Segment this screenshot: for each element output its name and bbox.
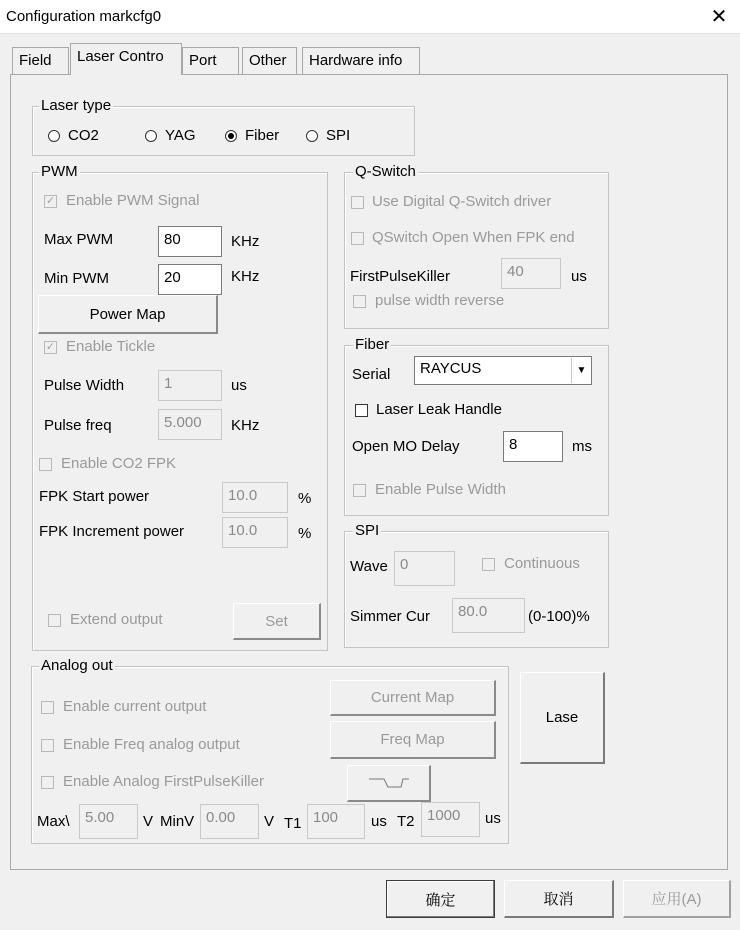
- simmer-cur-input[interactable]: 80.0: [452, 598, 525, 633]
- set-button[interactable]: Set: [233, 603, 321, 640]
- enable-freq-analog-checkbox[interactable]: [41, 739, 54, 752]
- radio-fiber[interactable]: [225, 130, 237, 142]
- pulse-width-label: Pulse Width: [44, 377, 125, 394]
- fpk-start-power-input[interactable]: 10.0: [222, 482, 288, 513]
- fpk-start-power-label: FPK Start power: [39, 488, 150, 505]
- pulse-freq-unit: KHz: [231, 417, 260, 434]
- serial-select-value: RAYCUS: [420, 360, 482, 377]
- pulse-freq-input[interactable]: 5.000: [158, 409, 222, 440]
- open-mo-delay-label: Open MO Delay: [352, 438, 460, 455]
- enable-current-output-checkbox[interactable]: [41, 701, 54, 714]
- fpk-start-power-unit: %: [298, 490, 312, 507]
- enable-current-output-label: Enable current output: [63, 698, 207, 715]
- enable-tickle-checkbox[interactable]: ✓: [45, 341, 56, 353]
- use-digital-qswitch-label: Use Digital Q-Switch driver: [372, 193, 552, 210]
- chevron-down-icon[interactable]: ▼: [571, 358, 591, 383]
- t1-unit: us: [371, 813, 387, 830]
- radio-fiber-label[interactable]: Fiber: [245, 127, 280, 144]
- freq-map-button[interactable]: Freq Map: [330, 721, 496, 759]
- t2-unit: us: [485, 810, 501, 827]
- pulse-width-reverse-label: pulse width reverse: [375, 292, 505, 309]
- pulse-width-input[interactable]: 1: [158, 370, 222, 401]
- radio-yag-label[interactable]: YAG: [165, 127, 196, 144]
- pulse-width-reverse-checkbox[interactable]: [353, 295, 366, 308]
- enable-pwm-checkbox[interactable]: ✓: [45, 195, 56, 207]
- min-pwm-unit: KHz: [231, 268, 260, 285]
- continuous-checkbox[interactable]: [482, 558, 495, 571]
- continuous-label: Continuous: [504, 555, 580, 572]
- wave-input[interactable]: 0: [394, 551, 455, 586]
- fpk-increment-power-label: FPK Increment power: [39, 523, 185, 540]
- close-icon[interactable]: ✕: [710, 6, 728, 28]
- laser-leak-checkbox[interactable]: [355, 404, 368, 417]
- min-v-label: MinV: [160, 813, 195, 830]
- window-title: Configuration markcfg0: [6, 8, 162, 25]
- pulse-wave-button[interactable]: [347, 765, 431, 802]
- current-map-button[interactable]: Current Map: [330, 680, 496, 716]
- max-v-label: Max\: [37, 813, 70, 830]
- min-v-unit: V: [264, 813, 275, 830]
- t2-label: T2: [397, 813, 415, 830]
- wave-label: Wave: [350, 558, 388, 575]
- t2-input[interactable]: 1000: [421, 802, 480, 837]
- lase-button[interactable]: Lase: [520, 672, 605, 764]
- pulse-width-unit: us: [231, 377, 247, 394]
- enable-co2-fpk-checkbox[interactable]: [39, 458, 52, 471]
- qswitch-legend: Q-Switch: [355, 163, 416, 180]
- open-mo-delay-unit: ms: [572, 438, 592, 455]
- radio-spi[interactable]: [306, 130, 318, 142]
- pwm-legend: PWM: [41, 163, 78, 180]
- pulse-wave-icon: [367, 775, 411, 791]
- enable-pulse-width-checkbox[interactable]: [353, 484, 366, 497]
- enable-analog-fpk-checkbox[interactable]: [41, 776, 54, 789]
- first-pulse-killer-label: FirstPulseKiller: [350, 268, 451, 285]
- pulse-freq-label: Pulse freq: [44, 417, 112, 434]
- simmer-cur-label: Simmer Cur: [350, 608, 431, 625]
- t1-input[interactable]: 100: [307, 804, 365, 839]
- tab-field[interactable]: Field: [12, 47, 69, 74]
- fpk-increment-power-input[interactable]: 10.0: [222, 517, 288, 548]
- enable-analog-fpk-label: Enable Analog FirstPulseKiller: [63, 773, 264, 790]
- tab-other[interactable]: Other: [242, 47, 297, 74]
- simmer-cur-unit: (0-100)%: [528, 608, 590, 625]
- first-pulse-killer-input[interactable]: 40: [501, 258, 561, 289]
- enable-pwm-label: Enable PWM Signal: [66, 192, 200, 209]
- max-v-unit: V: [143, 813, 154, 830]
- radio-co2[interactable]: [48, 130, 60, 142]
- tab-laser-control[interactable]: Laser Contro: [70, 43, 182, 75]
- laser-type-legend: Laser type: [41, 97, 112, 114]
- open-mo-delay-input[interactable]: 8: [503, 431, 563, 462]
- radio-co2-label[interactable]: CO2: [68, 127, 99, 144]
- qswitch-open-fpk-label: QSwitch Open When FPK end: [372, 229, 575, 246]
- spi-legend: SPI: [355, 522, 380, 539]
- serial-label: Serial: [352, 366, 391, 383]
- tab-port[interactable]: Port: [182, 47, 239, 74]
- radio-yag[interactable]: [145, 130, 157, 142]
- enable-pulse-width-label: Enable Pulse Width: [375, 481, 506, 498]
- max-v-input[interactable]: 5.00: [79, 804, 138, 839]
- ok-button[interactable]: 确定: [386, 880, 495, 918]
- power-map-button[interactable]: Power Map: [38, 295, 218, 334]
- max-pwm-input[interactable]: 80: [158, 226, 222, 257]
- enable-co2-fpk-label: Enable CO2 FPK: [61, 455, 177, 472]
- tab-hardware-info[interactable]: Hardware info: [302, 47, 420, 74]
- extend-output-checkbox[interactable]: [48, 614, 61, 627]
- enable-freq-analog-label: Enable Freq analog output: [63, 736, 240, 753]
- use-digital-qswitch-checkbox[interactable]: [351, 196, 364, 209]
- laser-leak-label: Laser Leak Handle: [376, 401, 502, 418]
- radio-spi-label[interactable]: SPI: [326, 127, 351, 144]
- extend-output-label: Extend output: [70, 611, 163, 628]
- min-pwm-label: Min PWM: [44, 270, 109, 287]
- apply-button[interactable]: 应用(A): [623, 880, 731, 918]
- fpk-increment-power-unit: %: [298, 525, 312, 542]
- qswitch-open-fpk-checkbox[interactable]: [351, 232, 364, 245]
- min-v-input[interactable]: 0.00: [200, 804, 259, 839]
- serial-select[interactable]: [414, 356, 592, 385]
- max-pwm-label: Max PWM: [44, 231, 114, 248]
- t1-label: T1: [284, 815, 302, 832]
- min-pwm-input[interactable]: 20: [158, 264, 222, 295]
- analog-out-legend: Analog out: [41, 657, 113, 674]
- max-pwm-unit: KHz: [231, 233, 260, 250]
- first-pulse-killer-unit: us: [571, 268, 587, 285]
- cancel-button[interactable]: 取消: [504, 880, 614, 918]
- enable-tickle-label: Enable Tickle: [66, 338, 156, 355]
- fiber-legend: Fiber: [355, 336, 390, 353]
